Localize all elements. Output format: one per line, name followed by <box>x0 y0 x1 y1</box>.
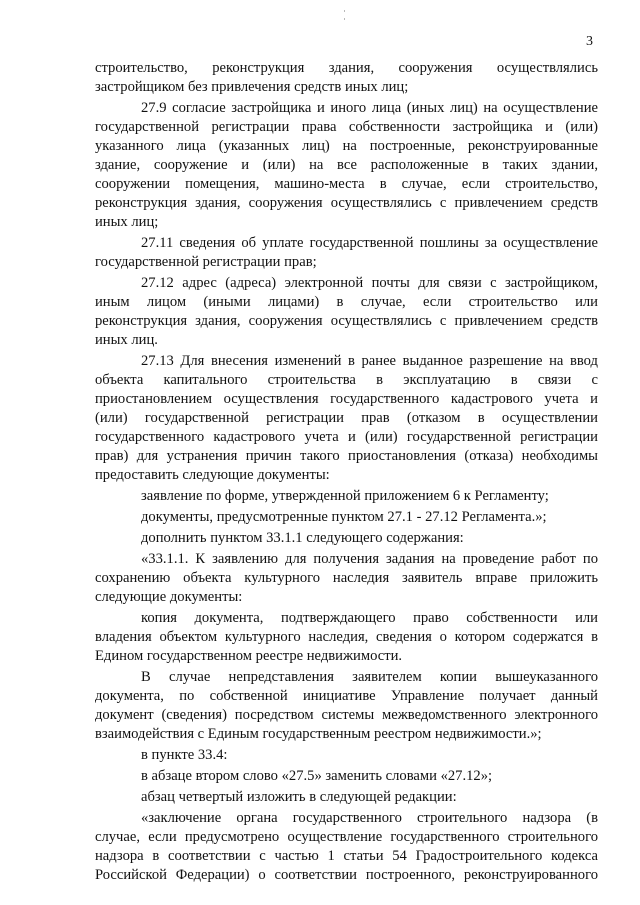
text-line: 27.12 адрес (адреса) электронной почты для связи с застройщиком, <box>141 275 598 291</box>
text-line: сооружении помещения, машино-места в случае, если строительство, <box>95 176 598 192</box>
text-line: 27.13 Для внесения изменений в ранее выданное разрешение на ввод <box>141 353 598 369</box>
text-line: Российской Федерации) о соответствии построенного, реконструированного <box>95 867 598 883</box>
text-line: приостановлением осуществления государственного кадастрового учета и <box>95 391 598 407</box>
text-line: следующие документы: <box>95 589 243 605</box>
text-line: сохранению объекта культурного наследия заявитель вправе приложить <box>95 570 598 586</box>
text-line: объекта капитального строительства в эксплуатацию в связи с <box>95 372 598 388</box>
paragraph-33-1-1 <box>95 550 598 607</box>
text-line: «33.1.1. К заявлению для получения задания на проведение работ по <box>141 551 598 567</box>
text-line: здание, сооружение и (или) на все расположенные в таких здании, <box>95 157 598 173</box>
paragraph-27-13 <box>95 352 598 485</box>
text-line: (или) государственной регистрации прав (отказом в осуществлении <box>95 410 598 426</box>
text-line: иных лиц; <box>95 214 159 230</box>
paragraph-building-without-funds <box>95 59 598 97</box>
text-line: Едином государственном реестре недвижимости. <box>95 648 403 664</box>
paragraph-add-33-1-1: дополнить пунктом 33.1.1 следующего содержания: <box>141 530 464 546</box>
paragraph-application-form: заявление по форме, утвержденной приложением 6 к Регламенту; <box>141 488 549 504</box>
text-line: «заключение органа государственного строительного надзора (в <box>141 810 598 826</box>
text-line: случае, если предусмотрено осуществление государственного строительного <box>95 829 598 845</box>
text-line: взаимодействия с Единым государственным реестром недвижимости.»; <box>95 726 542 742</box>
text-line: государственной регистрации прав; <box>95 254 317 270</box>
paragraph-non-submission <box>95 668 598 744</box>
paragraph-second-abzac: в абзаце втором слово «27.5» заменить словами «27.12»; <box>141 768 493 784</box>
text-line: владения объектом культурного наследия, сведения о котором содержатся в <box>95 629 598 645</box>
text-line: государственной регистрации права собственности застройщика и (или) <box>95 119 598 135</box>
paragraph-27-12 <box>95 274 598 350</box>
scan-speck <box>344 18 345 20</box>
text-line: реконструкция здания, сооружения осуществлялись с привлечением средств <box>95 195 598 211</box>
text-line: копия документа, подтверждающего право собственности или <box>141 610 598 626</box>
document-body <box>95 59 598 885</box>
paragraph-supervision-conclusion <box>95 809 598 885</box>
text-line: иных лиц. <box>95 332 158 348</box>
text-line: документа, по собственной инициативе Управление получает данный <box>95 688 598 704</box>
scan-speck <box>344 10 345 12</box>
paragraph-27-9 <box>95 99 598 232</box>
text-line: строительство, реконструкция здания, сооружения осуществлялись <box>95 60 598 76</box>
paragraph-documents-list: документы, предусмотренные пунктом 27.1 - 27.12 Регламента.»; <box>141 509 547 525</box>
page-number: 3 <box>586 34 593 49</box>
paragraph-fourth-abzac: абзац четвертый изложить в следующей редакции: <box>141 789 457 805</box>
text-line: надзора в соответствии с частью 1 статьи 54 Градостроительного кодекса <box>95 848 598 864</box>
text-line: государственного кадастрового учета и (или) государственной регистрации <box>95 429 598 445</box>
text-line: 27.11 сведения об уплате государственной пошлины за осуществление <box>141 235 598 251</box>
text-line: предоставить следующие документы: <box>95 467 330 483</box>
text-line: реконструкция здания, сооружения осуществлялись с привлечением средств <box>95 313 598 329</box>
text-line: 27.9 согласие застройщика и иного лица (иных лиц) на осуществление <box>141 100 598 116</box>
text-line: застройщиком без привлечения средств иных лиц; <box>95 79 409 95</box>
text-line: В случае непредставления заявителем копии вышеуказанного <box>141 669 598 685</box>
paragraph-item-33-4: в пункте 33.4: <box>141 747 228 763</box>
text-line: указанного лица (указанных лиц) на построенные, реконструированные <box>95 138 598 154</box>
paragraph-27-11 <box>95 234 598 272</box>
text-line: иным лицом (иными лицами) в случае, если строительство или <box>95 294 598 310</box>
text-line: документ (сведения) посредством системы межведомственного электронного <box>95 707 598 723</box>
text-line: прав) для устранения причин такого приостановления (отказа) необходимы <box>95 448 598 464</box>
paragraph-document-copy <box>95 609 598 666</box>
